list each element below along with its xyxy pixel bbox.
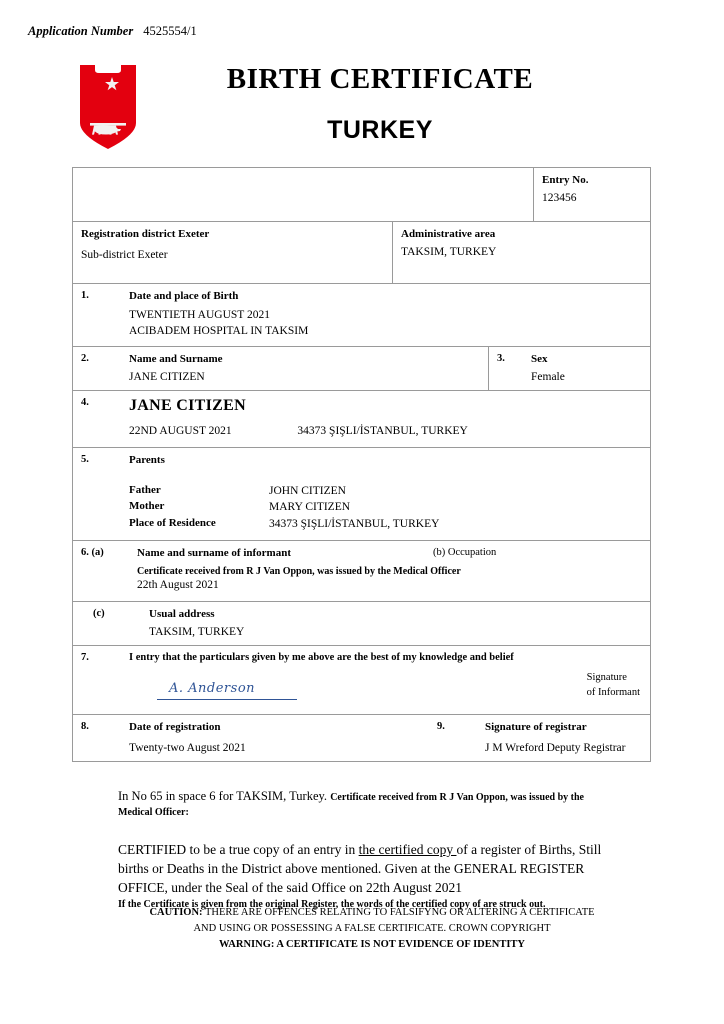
title-block <box>170 58 590 145</box>
registration-place-value: 34373 ŞIŞLI/İSTANBUL, TURKEY <box>297 425 468 438</box>
name-surname-value: JANE CITIZEN <box>129 371 205 384</box>
warning-line: WARNING: A CERTIFICATE IS NOT EVIDENCE OF IDENTITY <box>218 938 526 950</box>
residence-row <box>129 516 642 533</box>
parents-cell <box>73 447 651 540</box>
residence-label: Place of Residence <box>129 516 216 529</box>
entry-blank-cell <box>73 168 534 222</box>
informant-value-line1: Certificate received from R J Van Oppon, was issued by the Medical Officer <box>137 565 461 577</box>
sex-cell <box>489 347 651 391</box>
name-surname-label: Name and Surname <box>129 353 223 366</box>
father-label: Father <box>129 483 161 496</box>
certified-statement <box>118 840 630 897</box>
row-6c-number: (c) <box>93 607 105 619</box>
registration-district-cell <box>73 222 393 284</box>
row-6a-number: 6. (a) <box>81 546 104 558</box>
informant-cell <box>73 540 651 601</box>
row-2-number: 2. <box>81 353 89 365</box>
registrar-signature-value: J M Wreford Deputy Registrar <box>485 741 626 754</box>
entry-no-cell <box>534 168 651 222</box>
footer-note-b: Certificate received from R J Van Oppon, was issued by the <box>330 792 584 803</box>
registration-district-label: Registration district Exeter <box>81 228 210 240</box>
table-row-5 <box>73 447 651 540</box>
signature-label-line2: of Informant <box>586 687 641 699</box>
application-number <box>28 24 197 39</box>
birth-date-value: TWENTIETH AUGUST 2021 <box>129 309 270 321</box>
row-5-number: 5. <box>81 453 89 465</box>
date-place-birth-label: Date and place of Birth <box>129 290 239 302</box>
application-number-value: 4525554/1 <box>143 24 197 38</box>
certified-part1: CERTIFIED to be a true copy of an entry in <box>118 841 359 857</box>
caution-block <box>112 905 632 952</box>
usual-address-value: TAKSIM, TURKEY <box>149 625 245 638</box>
registrar-signature-label: Signature of registrar <box>485 720 587 733</box>
struck-out-note: If the Certificate is given from the original Register, the words of the certified copy of are struck out. <box>118 899 546 911</box>
caution-text-2: AND USING OR POSSESSING A FALSE CERTIFICATE. CROWN COPYRIGHT <box>193 922 551 934</box>
caution-line-1 <box>112 905 632 921</box>
informant-signature: A. Anderson <box>169 680 256 696</box>
footer-note-a: In No 65 in space 6 for TAKSIM, Turkey. <box>118 789 331 803</box>
table-row-2-3 <box>73 347 651 391</box>
date-registration-value: Twenty-two August 2021 <box>129 741 246 754</box>
date-registration-label: Date of registration <box>129 720 221 733</box>
residence-value: 34373 ŞIŞLI/İSTANBUL, TURKEY <box>269 517 440 530</box>
declaration-statement: I entry that the particulars given by me above are the best of my knowledge and belief <box>129 651 514 663</box>
table-row-entry <box>73 168 651 222</box>
mother-row <box>129 499 642 516</box>
informant-value-line2: 22th August 2021 <box>137 579 219 592</box>
table-row-6c <box>73 601 651 645</box>
informant-name-label: Name and surname of informant <box>137 546 291 559</box>
document-header <box>0 58 724 158</box>
table-row-1 <box>73 284 651 347</box>
table-row-8-9 <box>73 714 651 761</box>
row-3-number: 3. <box>497 353 505 365</box>
registered-name-value: JANE CITIZEN <box>129 397 246 415</box>
parents-label: Parents <box>129 453 165 466</box>
row-1-number: 1. <box>81 290 89 301</box>
name-surname-cell <box>73 347 489 391</box>
certified-part2: of a register of Births, Still births or Deaths in the District above mentioned. Given at the GENERAL REGISTER OFFICE, under the Seal of the said Office on 22th August 2021 <box>118 841 602 896</box>
certified-underlined: the certified copy <box>358 841 457 857</box>
administrative-area-label: Administrative area <box>401 228 496 240</box>
signature-underline <box>157 697 297 700</box>
country-title: TURKEY <box>327 115 433 144</box>
father-value: JOHN CITIZEN <box>269 484 346 497</box>
registration-date-value: 22ND AUGUST 2021 <box>129 425 232 438</box>
footer-note <box>118 788 630 820</box>
page-title: BIRTH CERTIFICATE <box>226 63 534 95</box>
sex-value: Female <box>531 371 565 384</box>
table-row-4 <box>73 391 651 448</box>
certificate-table <box>72 167 651 762</box>
table-row-registration <box>73 222 651 284</box>
row-8-number: 8. <box>81 720 89 732</box>
row-9-number: 9. <box>437 720 445 732</box>
date-place-birth-cell <box>73 284 651 347</box>
entry-no-label: Entry No. <box>542 174 589 186</box>
mother-value: MARY CITIZEN <box>269 501 351 514</box>
caution-text-1: THERE ARE OFFENCES RELATING TO FALSIFYNG OR ALTERING A CERTIFICATE <box>202 907 595 918</box>
entry-no-value: 123456 <box>542 192 577 204</box>
application-number-label: Application Number <box>28 24 134 38</box>
turkey-emblem-icon <box>78 63 138 151</box>
footer-note-c: Medical Officer: <box>118 806 189 818</box>
administrative-area-cell <box>393 222 651 284</box>
caution-title: CAUTION: <box>149 907 203 918</box>
row-4-number: 4. <box>81 397 89 409</box>
table-row-6a <box>73 540 651 601</box>
administrative-area-value: TAKSIM, TURKEY <box>401 246 497 258</box>
signature-label-line1: Signature <box>586 671 627 683</box>
declaration-cell <box>73 645 651 714</box>
registered-name-cell <box>73 391 651 448</box>
row-7-number: 7. <box>81 651 89 663</box>
occupation-label: (b) Occupation <box>433 546 497 558</box>
registration-signature-cell <box>73 714 651 761</box>
usual-address-label: Usual address <box>149 607 215 620</box>
footer-block <box>118 788 630 911</box>
sex-label: Sex <box>531 353 548 366</box>
mother-label: Mother <box>129 500 165 513</box>
birth-place-value: ACIBADEM HOSPITAL IN TAKSIM <box>129 324 309 337</box>
sub-district-label: Sub-district Exeter <box>81 249 168 261</box>
table-row-7 <box>73 645 651 714</box>
usual-address-cell <box>73 601 651 645</box>
father-row <box>129 483 642 500</box>
signature-of-informant-label <box>587 670 640 702</box>
